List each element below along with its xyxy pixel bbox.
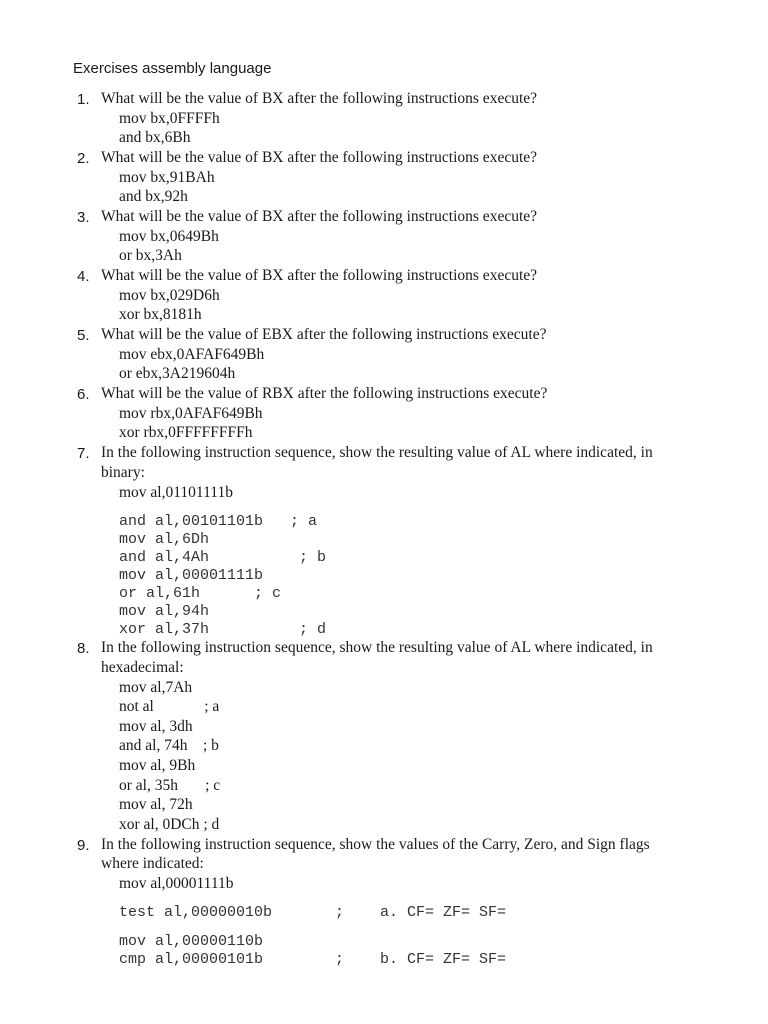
code-line: xor rbx,0FFFFFFFFh [119,424,253,441]
question-text: What will be the value of BX after the following instructions execute? [101,90,538,107]
question-text: where indicated: [101,855,204,872]
question-number: 6. [77,386,90,403]
code-line: or al,61h ; c [119,585,282,602]
question-number: 1. [77,91,90,108]
code-line: mov ebx,0AFAF649Bh [119,346,265,363]
question-text: hexadecimal: [101,659,184,676]
question-number: 2. [77,150,90,167]
code-line: mov al,6Dh [119,531,210,548]
code-line: mov al,00001111b [119,567,264,584]
code-line: or al, 35h ; c [119,777,221,794]
question-number: 9. [77,837,90,854]
code-line: and al, 74h ; b [119,737,219,754]
question-text: binary: [101,464,145,481]
question-text: What will be the value of BX after the following instructions execute? [101,208,538,225]
question-text: What will be the value of EBX after the following instructions execute? [101,326,547,343]
code-line: mov al,7Ah [119,679,193,696]
code-line: mov al,00000110b [119,933,264,950]
code-line: and al,4Ah ; b [119,549,327,566]
question-number: 3. [77,209,90,226]
code-line: xor al,37h ; d [119,621,327,638]
code-line: and bx,92h [119,188,188,205]
code-line: mov rbx,0AFAF649Bh [119,405,263,422]
code-line: mov al,00001111b [119,875,234,892]
question-text: In the following instruction sequence, show the values of the Carry, Zero, and Sign flags [101,836,650,853]
code-line: mov bx,91BAh [119,169,215,186]
code-line: mov bx,0FFFFh [119,110,220,127]
code-line: not al ; a [119,698,220,715]
question-text: What will be the value of BX after the following instructions execute? [101,149,538,166]
question-number: 5. [77,327,90,344]
code-line: mov al, 9Bh [119,757,196,774]
code-line: mov al, 72h [119,796,193,813]
page-title: Exercises assembly language [73,60,272,77]
question-text: In the following instruction sequence, show the resulting value of AL where indicated, in [101,444,653,461]
question-text: In the following instruction sequence, show the resulting value of AL where indicated, in [101,639,653,656]
code-line: or bx,3Ah [119,247,182,264]
code-line: mov al,94h [119,603,210,620]
code-line: xor al, 0DCh ; d [119,816,220,833]
question-text: What will be the value of RBX after the following instructions execute? [101,385,548,402]
code-line: test al,00000010b ; a. CF= ZF= SF= [119,904,507,921]
question-number: 4. [77,268,90,285]
question-text: What will be the value of BX after the following instructions execute? [101,267,538,284]
code-line: mov bx,0649Bh [119,228,219,245]
code-line: xor bx,8181h [119,306,202,323]
code-line: cmp al,00000101b ; b. CF= ZF= SF= [119,951,507,968]
code-line: mov bx,029D6h [119,287,220,304]
code-line: mov al, 3dh [119,718,193,735]
code-line: and al,00101101b ; a [119,513,318,530]
question-number: 8. [77,640,90,657]
code-line: or ebx,3A219604h [119,365,236,382]
question-number: 7. [77,445,90,462]
code-line: and bx,6Bh [119,129,191,146]
code-line: mov al,01101111b [119,484,233,501]
